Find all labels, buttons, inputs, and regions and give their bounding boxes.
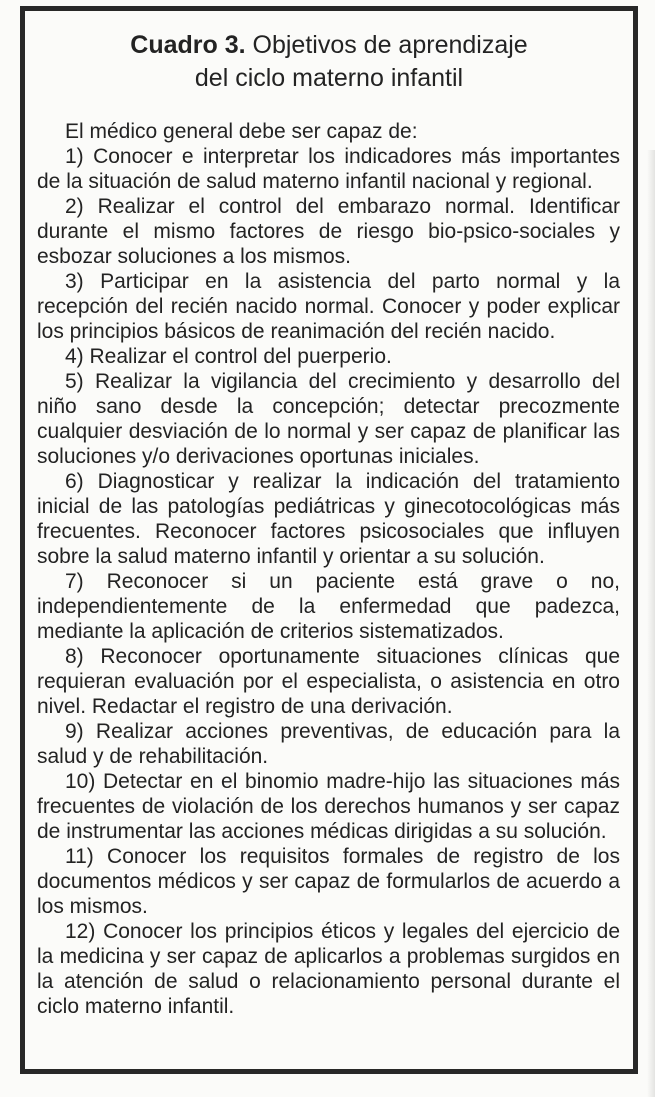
objective-item: 5) Realizar la vigilancia del crecimiento y desarrollo del niño sano desde la concepción; detectar precozmente cualquier desviación de lo normal y ser capaz de planificar las soluciones y/o derivaciones oportunas iniciales. <box>37 370 620 468</box>
intro-line: El médico general debe ser capaz de: <box>65 120 418 143</box>
box-title <box>25 29 633 95</box>
cuadro-3-box <box>20 6 638 1074</box>
objective-item: 12) Conocer los principios éticos y legales del ejercicio de la medicina y ser capaz de aplicarlos a problemas surgidos en la atención de salud o relacionamiento personal durante el ciclo materno infantil. <box>37 920 620 1018</box>
objective-item: 3) Participar en la asistencia del parto normal y la recepción del recién nacido normal. Conocer y poder explicar los principios básicos de reanimación del recién nacido. <box>37 270 620 343</box>
scan-edge-shadow <box>647 150 655 1097</box>
objectives-content <box>25 119 633 1019</box>
objective-item: 2) Realizar el control del embarazo normal. Identificar durante el mismo factores de riesgo bio-psico-sociales y esbozar soluciones a los mismos. <box>37 195 620 268</box>
title-label: Cuadro 3. <box>130 31 246 59</box>
title-text: Objetivos de aprendizaje <box>245 31 528 59</box>
objective-item: 7) Reconocer si un paciente está grave o no, independientemente de la enfermedad que padezca, mediante la aplicación de criterios sistematizados. <box>37 570 620 643</box>
objective-item: 11) Conocer los requisitos formales de registro de los documentos médicos y ser capaz de formularlos de acuerdo a los mismos. <box>37 845 620 918</box>
objective-item: 4) Realizar el control del puerperio. <box>65 345 392 368</box>
objective-item: 1) Conocer e interpretar los indicadores más importantes de la situación de salud materno infantil nacional y regional. <box>37 145 620 193</box>
objective-item: 9) Realizar acciones preventivas, de educación para la salud y de rehabilitación. <box>37 720 620 768</box>
objectives-list <box>37 144 620 1019</box>
objective-item: 8) Reconocer oportunamente situaciones clínicas que requieran evaluación por el especialista, o asistencia en otro nivel. Redactar el registro de una derivación. <box>37 645 620 718</box>
objective-item: 6) Diagnosticar y realizar la indicación del tratamiento inicial de las patologías pediátricas y ginecotocológicas más frecuentes. Reconocer factores psicosociales que influyen sobre la salud materno infantil y orientar a su solución. <box>37 470 620 568</box>
objective-item: 10) Detectar en el binomio madre-hijo las situaciones más frecuentes de violación de los derechos humanos y ser capaz de instrumentar las acciones médicas dirigidas a su solución. <box>37 770 620 843</box>
title-line-2: del ciclo materno infantil <box>194 64 464 92</box>
title-line-1 <box>25 29 633 62</box>
